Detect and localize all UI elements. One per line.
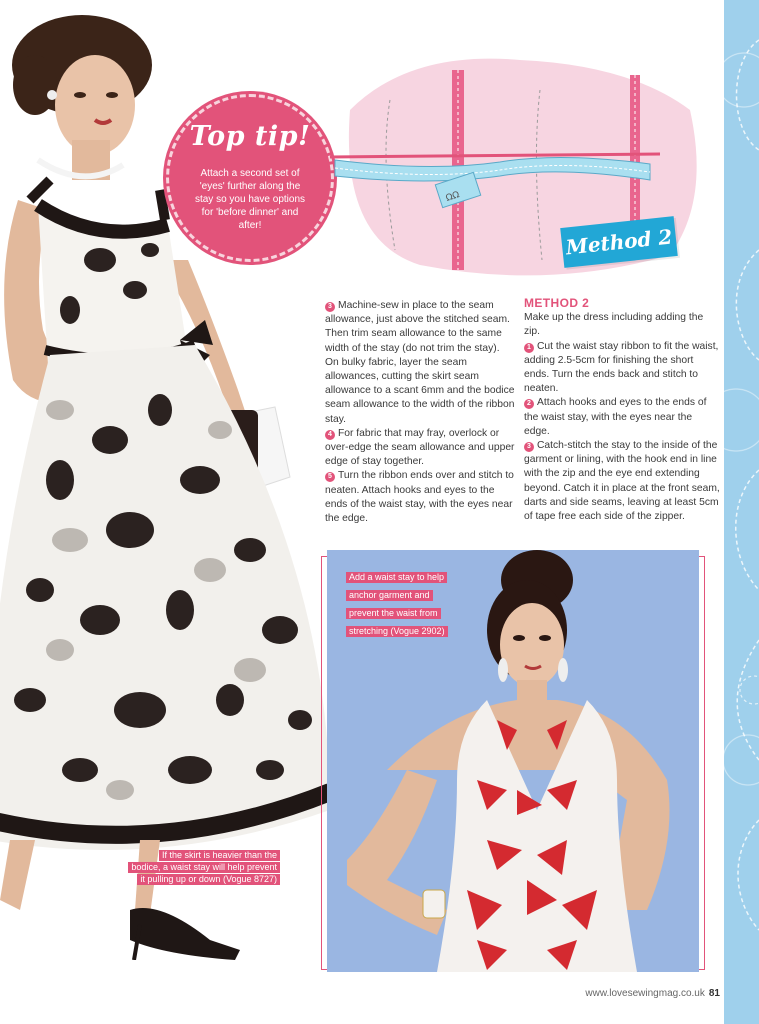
step-paragraph [524, 340, 720, 397]
top-tip-text: Attach a second set of 'eyes' further along the stay so you have options for 'before dinner' and after! [194, 168, 306, 231]
caption-line: stretching (Vogue 2902) [346, 626, 448, 637]
caption-line: it pulling up or down (Vogue 8727) [137, 874, 280, 885]
photo-caption-right [346, 567, 448, 639]
step-paragraph [524, 439, 720, 524]
decorative-side-strip [724, 0, 759, 1024]
step-number-badge: 3 [325, 302, 335, 312]
top-tip-callout [166, 94, 334, 262]
step-paragraph [325, 299, 515, 427]
page-number: 81 [708, 988, 720, 999]
method-2-badge: Method 2 [560, 216, 678, 268]
caption-line: prevent the waist from [346, 608, 441, 619]
footer-url[interactable]: www.lovesewingmag.co.uk [585, 988, 705, 999]
caption-line: Add a waist stay to help [346, 572, 447, 583]
step-text: Cut the waist stay ribbon to fit the waist, adding 2.5-5cm for finishing the short ends. Turn the ends back and stitch to neaten. [524, 340, 719, 395]
top-tip-title: Top tip! [189, 121, 311, 152]
step-paragraph [325, 427, 515, 470]
step-text: Catch-stitch the stay to the inside of the garment or lining, with the hook end in line with the zip and the eye end extending beyond. Catch it in place at the front seam, darts and side seams, leaving at least 5cm of tape free each side of the zipper. [524, 440, 720, 523]
step-number-badge: 3 [524, 442, 534, 452]
photo-caption-left [108, 850, 280, 886]
caption-line: anchor garment and [346, 590, 433, 601]
page-footer [540, 988, 720, 999]
caption-line: bodice, a waist stay will help prevent [128, 862, 280, 873]
instructions-column-middle [325, 299, 515, 526]
step-text: Machine-sew in place to the seam allowance, just above the stitched seam. Then trim seam allowance to the same width of the stay (do not trim the stay). On bulky fabric, layer the seam allowances, cutting the skirt seam allowance to a scant 6mm and the bodice seam allowance to the width of the ribbon stay. [325, 300, 515, 425]
step-text: Turn the ribbon ends over and stitch to neaten. Attach hooks and eyes to the ends of the waist stay, with the eyes near the edge. [325, 470, 514, 525]
svg-text:ΩΩ: ΩΩ [444, 190, 461, 204]
step-number-badge: 5 [325, 472, 335, 482]
method-2-heading: METHOD 2 [524, 296, 590, 310]
method-intro: Make up the dress including adding the zip. [524, 312, 704, 338]
step-number-badge: 4 [325, 430, 335, 440]
step-text: Attach hooks and eyes to the ends of the waist stay, with the eyes near the edge. [524, 397, 707, 437]
step-number-badge: 1 [524, 343, 534, 353]
instructions-column-right [524, 296, 720, 524]
step-paragraph [325, 469, 515, 526]
step-paragraph [524, 396, 720, 439]
step-number-badge: 2 [524, 399, 534, 409]
caption-line: If the skirt is heavier than the [159, 850, 280, 861]
step-text: For fabric that may fray, overlock or over-edge the seam allowance and upper edge of stay together. [325, 427, 515, 468]
